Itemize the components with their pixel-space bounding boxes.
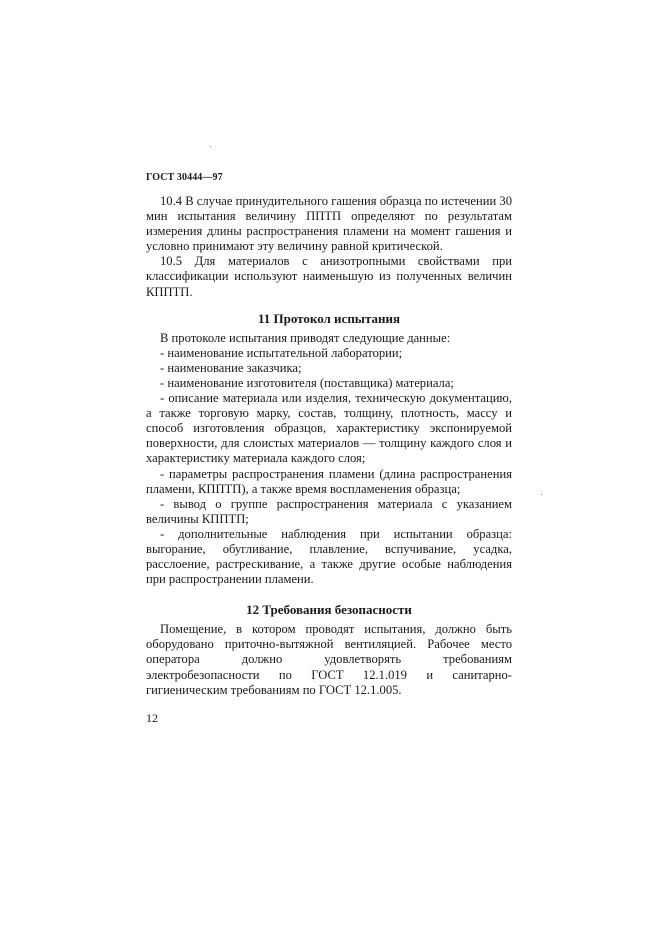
scan-speck	[541, 494, 542, 495]
scan-speck	[210, 146, 211, 147]
paragraph-10-4: 10.4 В случае принудительного гашения образца по истечении 30 мин испытания величину ППТП определяют по результатам измерения длины распространения пламени на момент гашения и условно принимают эту величину равной критической.	[146, 194, 512, 254]
document-code-header: ГОСТ 30444—97	[146, 172, 223, 183]
page-number: 12	[146, 711, 158, 725]
section-12-text: Помещение, в котором проводят испытания, должно быть оборудовано приточно-вытяжной вентиляцией. Рабочее место оператора должно удовлетворять требованиям электробезопасности по ГОСТ 12.1.019 и санитарно-гигиеническим требованиям по ГОСТ 12.1.005.	[146, 622, 512, 697]
list-item: - дополнительные наблюдения при испытании образца: выгорание, обугливание, плавление, вспучивание, усадка, расслоение, растрескивание, а также другие особые наблюдения при распространении пламени.	[146, 526, 512, 587]
section-11-heading: 11 Протокол испытания	[257, 310, 401, 326]
list-item: - параметры распространения пламени (длина распространения пламени, КППТП), а также время воспламенения образца;	[146, 466, 512, 496]
list-item: - описание материала или изделия, техническую документацию, а также торговую марку, состав, толщину, плотность, массу и способ изготовления образцов, характеристику экспонируемой поверхности, для слоистых материалов — толщину каждого слоя и характеристику материала каждого слоя;	[146, 391, 512, 466]
list-item: - вывод о группе распространения материала с указанием величины КППТП;	[146, 496, 512, 526]
section-12-heading: 12 Требования безопасности	[246, 602, 412, 618]
section-11-intro: В протоколе испытания приводят следующие данные:	[160, 330, 451, 345]
paragraph-10-5: 10.5 Для материалов с анизотропными свойствами при классификации используют наименьшую из полученных величин КППТП.	[146, 254, 512, 299]
document-body	[146, 194, 512, 698]
list-item: - наименование изготовителя (поставщика) материала;	[160, 375, 454, 390]
list-item: - наименование испытательной лаборатории;	[160, 345, 403, 360]
list-item: - наименование заказчика;	[160, 360, 302, 375]
